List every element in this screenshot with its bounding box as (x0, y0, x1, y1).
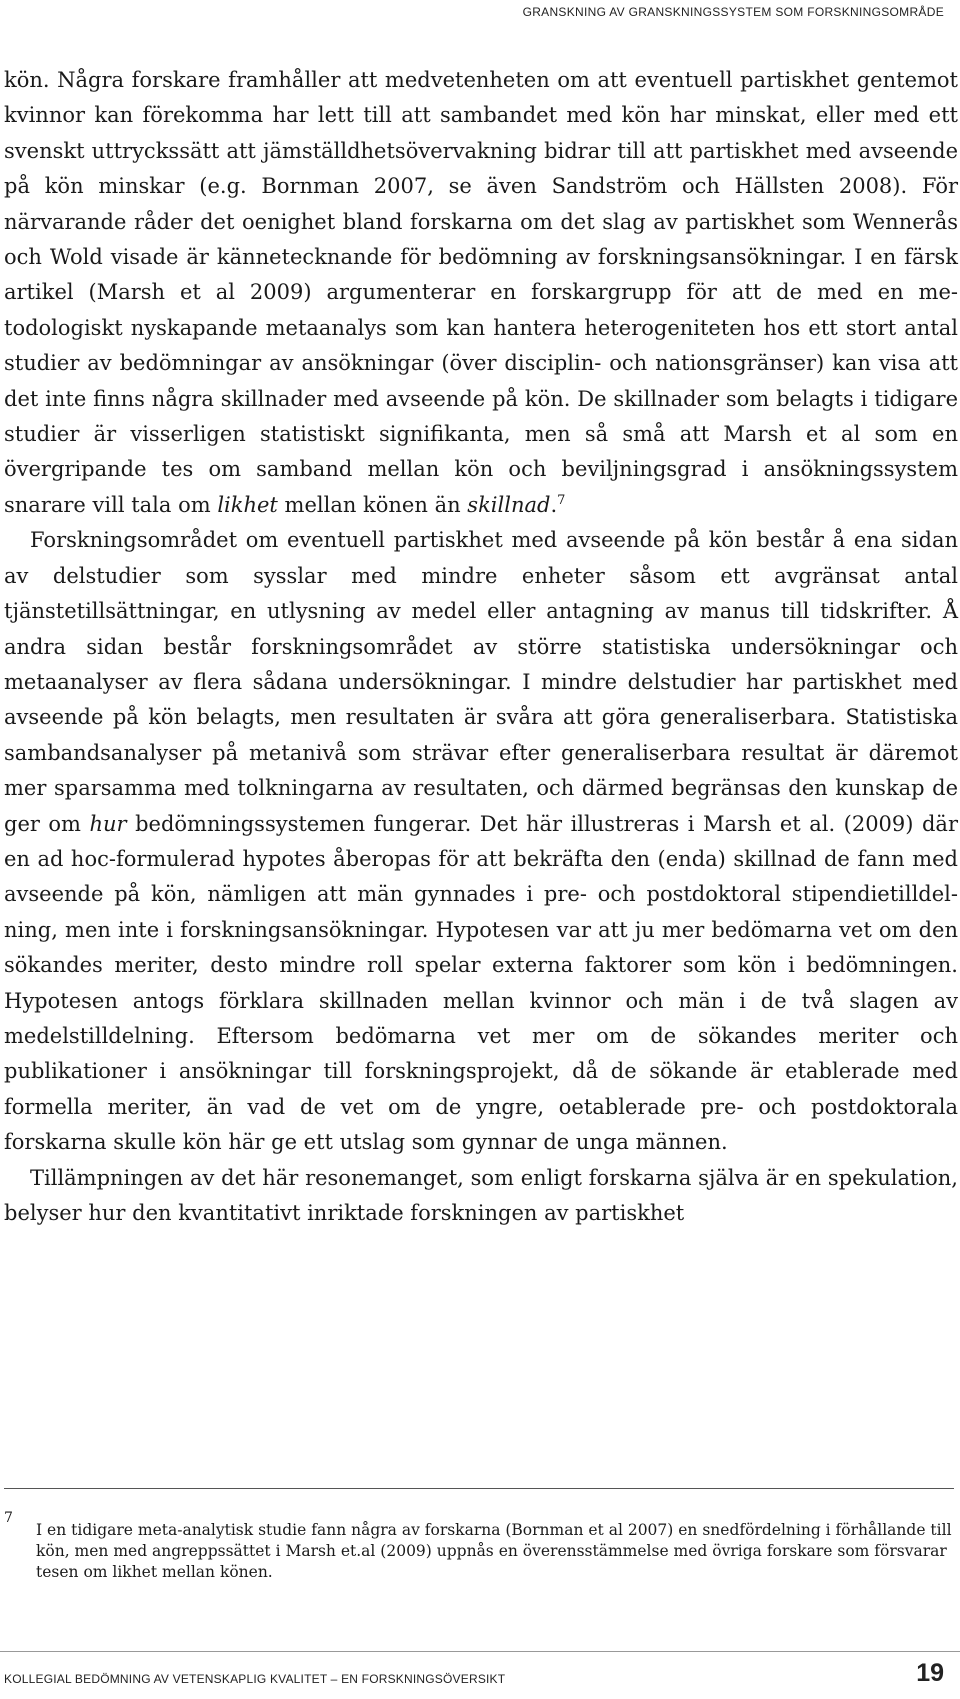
emphasis-hur: hur (89, 811, 127, 836)
emphasis-skillnad: skillnad (467, 492, 551, 517)
footnote-divider (4, 1488, 954, 1489)
paragraph-1-period: . (550, 492, 558, 517)
footnote-number: 7 (4, 1510, 13, 1526)
footer-title: KOLLEGIAL BEDÖMNING AV VETENSKAPLIG KVALITET – EN FORSKNINGSÖVERSIKT (4, 1672, 506, 1686)
footnote (4, 1508, 954, 1583)
paragraph-1 (4, 63, 958, 523)
footer-divider (0, 1651, 960, 1652)
paragraph-3 (4, 1161, 958, 1232)
paragraph-1-text-cont: mellan könen än (277, 492, 468, 517)
paragraph-1-text: kön. Några forskare framhåller att medvetenheten om att eventuell partiskhet gentemot kvinnor kan förekomma har lett till att sambandet med kön har minskat, eller med ett svenskt uttryckssätt att jämställdhetsövervakning bidrar till att partiskhet med avseende på kön minskar (e.g. Bornman 2007, se även Sandström och Hällsten 2008). För närvarande råder det oenighet bland forskarna om det slag av partiskhet som Wennerås och Wold visade är kännetecknande för bedömning av forskningsansökningar. I en färsk artikel (Marsh et al 2009) argumenterar en forskargrupp för att de med en metodologiskt nyskapande metaanalys som kan hantera heterogeniteten hos ett stort antal studier av bedömningar av ansökningar (över disciplin- och nationsgränser) kan visa att det inte finns några skillnader med avseende på kön. De skillnader som belagts i tidigare studier är visserligen statistiskt signifikanta, men så små att Marsh et al som en övergripande tes om samband mellan kön och beviljningsgrad i ansökningssystem snarare vill tala om (4, 68, 958, 517)
page-number: 19 (916, 1659, 944, 1687)
body-text (4, 63, 958, 1231)
paragraph-2 (4, 523, 958, 1160)
paragraph-2-text: Forskningsområdet om eventuell partiskhet med avseende på kön består å ena sidan av delstudier som sysslar med mindre enheter såsom ett avgränsat antal tjänstetillsättningar, en utlysning av medel eller antagning av manus till tidskrifter. Å andra sidan består forskningsområdet av större statistiska undersökningar och metaanalyser av flera sådana undersökningar. I mindre delstudier har partiskhet med avseende på kön belagts, men resultaten är svåra att göra generaliserbara. Statistiska sambandsanalyser på metanivå som strävar efter generaliserbara resultat är däremot mer sparsamma med tolkningarna av resultaten, och därmed begränsas den kunskap de ger om (4, 528, 958, 836)
footnote-reference[interactable]: 7 (557, 492, 566, 508)
paragraph-2-text-cont: bedömningssystemen fungerar. Det här illustreras i Marsh et al. (2009) där en ad hoc-formulerad hypotes åberopas för att bekräfta den (enda) skillnad de fann med avseende på kön, nämligen att män gynnades i pre- och postdoktoral stipendietilldelning, men inte i forskningsansökningar. Hypotesen var att ju mer bedömarna vet om den sökandes meriter, desto mindre roll spelar externa faktorer som kön i bedömningen. Hypotesen antogs förklara skillnaden mellan kvinnor och män i de två slagen av medelstilldelning. Eftersom bedömarna vet mer om de sökandes meriter och publikationer i ansökningar till forskningsprojekt, då de sökande är etablerade med formella meriter, än vad de vet om de yngre, oetablerade pre- och postdoktorala forskarna skulle kön här ge ett utslag som gynnar de unga männen. (4, 811, 958, 1155)
emphasis-likhet: likhet (217, 492, 278, 517)
paragraph-3-text: Tillämpningen av det här resonemanget, som enligt forskarna själva är en spekulation, belyser hur den kvantitativt inriktade forskningen av partiskhet (4, 1165, 958, 1225)
footnote-text: I en tidigare meta-analytisk studie fann några av forskarna (Bornman et al 2007) en snedfördelning i förhållande till kön, men med angreppssättet i Marsh et.al (2009) uppnås en överensstämmelse med övriga forskare som försvarar tesen om likhet mellan könen. (36, 1521, 952, 1581)
running-header: GRANSKNING AV GRANSKNINGSSYSTEM SOM FORSKNINGSOMRÅDE (522, 5, 944, 19)
